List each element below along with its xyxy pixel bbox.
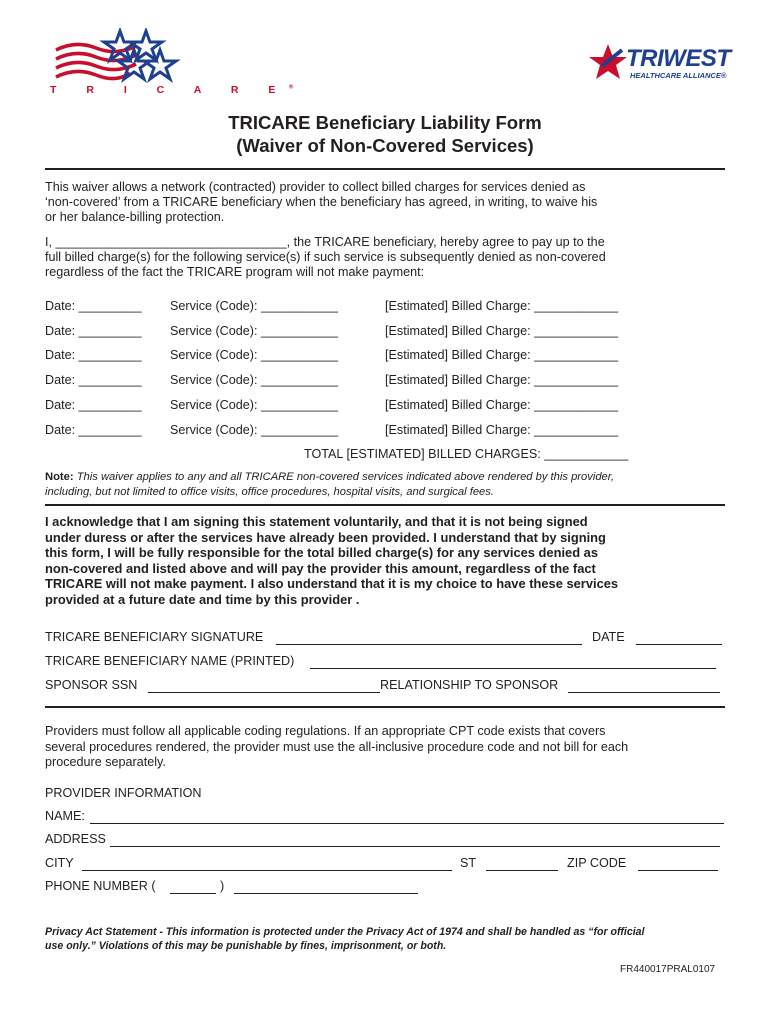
state-field[interactable] <box>486 858 558 871</box>
printed-name-field[interactable] <box>310 656 716 669</box>
triwest-star-icon <box>588 42 628 82</box>
service-charge-field[interactable]: [Estimated] Billed Charge: ____________ <box>385 348 619 362</box>
service-charge-field[interactable]: [Estimated] Billed Charge: ____________ <box>385 299 619 313</box>
city-field[interactable] <box>82 858 452 871</box>
provider-name-label: NAME: <box>45 809 85 823</box>
agreement-suffix: , the TRICARE beneficiary, hereby agree to pay up to the <box>286 235 605 249</box>
acknowledgement-line: TRICARE will not make payment. I also understand that it is my choice to have these services <box>45 576 619 591</box>
phone-paren: ) <box>220 879 225 893</box>
tricare-wordmark-text: T R I C A R E <box>50 84 289 96</box>
relationship-field[interactable] <box>568 680 720 693</box>
service-date-field[interactable]: Date: _________ <box>45 299 142 313</box>
service-row <box>45 324 665 342</box>
agreement-prefix: I, <box>45 235 52 249</box>
agreement-line-3: regardless of the fact the TRICARE program will not make payment: <box>45 265 425 279</box>
divider <box>45 168 725 170</box>
service-code-field[interactable]: Service (Code): ___________ <box>170 423 339 437</box>
tricare-logo <box>50 28 294 108</box>
note-label: Note: <box>45 471 74 483</box>
service-code-field[interactable]: Service (Code): ___________ <box>170 373 339 387</box>
phone-number-field[interactable] <box>234 881 418 894</box>
acknowledgement-line: under duress or after the services have already been provided. I understand that by signing <box>45 530 606 545</box>
coding-line: several procedures rendered, the provider must use the all-inclusive procedure code and not bill for each <box>45 740 629 754</box>
tricare-wordmark <box>50 84 293 96</box>
acknowledgement-line: provided at a future date and time by this provider . <box>45 592 360 607</box>
tricare-flag-icon <box>50 28 210 84</box>
total-charges-field[interactable]: TOTAL [ESTIMATED] BILLED CHARGES: ____________ <box>304 447 629 461</box>
service-code-field[interactable]: Service (Code): ___________ <box>170 398 339 412</box>
signature-date-field[interactable] <box>636 632 722 645</box>
service-row <box>45 423 665 441</box>
state-label: ST <box>460 856 477 870</box>
service-code-field[interactable]: Service (Code): ___________ <box>170 348 339 362</box>
note-text-1: This waiver applies to any and all TRICARE non-covered services indicated above rendered by this provider, <box>73 471 614 483</box>
service-row <box>45 398 665 416</box>
note-text-2: including, but not limited to office visits, office procedures, hospital visits, and surgical fees. <box>45 486 494 498</box>
zip-label: ZIP CODE <box>567 856 627 870</box>
intro-line-1: This waiver allows a network (contracted) provider to collect billed charges for services denied as <box>45 180 586 194</box>
agreement-line-1 <box>45 235 605 251</box>
service-code-field[interactable]: Service (Code): ___________ <box>170 324 339 338</box>
signature-field[interactable] <box>276 632 582 645</box>
beneficiary-name-blank[interactable]: _________________________________ <box>55 235 287 249</box>
service-date-field[interactable]: Date: _________ <box>45 398 142 412</box>
triwest-name: TRIWEST <box>626 45 731 72</box>
privacy-line-1: Privacy Act Statement - This information is protected under the Privacy Act of 1974 and shall be handled as “for official <box>45 926 645 938</box>
coding-line: Providers must follow all applicable coding regulations. If an appropriate CPT code exists that covers <box>45 724 606 738</box>
ssn-field[interactable] <box>148 680 380 693</box>
coding-line: procedure separately. <box>45 755 166 769</box>
city-label: CITY <box>45 856 74 870</box>
triwest-logo <box>588 42 736 86</box>
service-date-field[interactable]: Date: _________ <box>45 373 142 387</box>
form-number: FR440017PRAL0107 <box>620 964 716 975</box>
service-row <box>45 299 665 317</box>
ssn-label: SPONSOR SSN <box>45 678 138 692</box>
divider <box>45 706 725 708</box>
note-line-1 <box>45 470 614 484</box>
provider-heading: PROVIDER INFORMATION <box>45 786 202 800</box>
divider <box>45 504 725 506</box>
signature-label: TRICARE BENEFICIARY SIGNATURE <box>45 630 264 644</box>
acknowledgement-line: I acknowledge that I am signing this statement voluntarily, and that it is not being signed <box>45 514 588 529</box>
acknowledgement-line: this form, I will be fully responsible for the total billed charge(s) for any services denied as <box>45 545 599 560</box>
registered-mark: ® <box>288 84 294 91</box>
intro-line-2: ‘non-covered’ from a TRICARE beneficiary when the beneficiary has agreed, in writing, to waive his <box>45 195 598 209</box>
provider-name-field[interactable] <box>90 811 724 824</box>
phone-label: PHONE NUMBER ( <box>45 879 156 893</box>
note-line-2 <box>45 485 494 499</box>
phone-area-code-field[interactable] <box>170 881 216 894</box>
address-label: ADDRESS <box>45 832 106 846</box>
zip-field[interactable] <box>638 858 718 871</box>
privacy-line-2: use only.” Violations of this may be punishable by fines, imprisonment, or both. <box>45 940 447 952</box>
acknowledgement-line: non-covered and listed above and will pay the provider this amount, regardless of the fact <box>45 561 596 576</box>
service-charge-field[interactable]: [Estimated] Billed Charge: ____________ <box>385 423 619 437</box>
date-label: DATE <box>592 630 625 644</box>
address-field[interactable] <box>110 834 720 847</box>
service-code-field[interactable]: Service (Code): ___________ <box>170 299 339 313</box>
service-charge-field[interactable]: [Estimated] Billed Charge: ____________ <box>385 398 619 412</box>
service-charge-field[interactable]: [Estimated] Billed Charge: ____________ <box>385 324 619 338</box>
agreement-line-2: full billed charge(s) for the following service(s) if such service is subsequently denied as non-covered <box>45 250 606 264</box>
service-row <box>45 348 665 366</box>
service-row <box>45 373 665 391</box>
relationship-label: RELATIONSHIP TO SPONSOR <box>380 678 559 692</box>
service-charge-field[interactable]: [Estimated] Billed Charge: ____________ <box>385 373 619 387</box>
service-date-field[interactable]: Date: _________ <box>45 348 142 362</box>
printed-name-label: TRICARE BENEFICIARY NAME (PRINTED) <box>45 654 295 668</box>
intro-line-3: or her balance-billing protection. <box>45 210 225 224</box>
service-date-field[interactable]: Date: _________ <box>45 423 142 437</box>
page-subtitle: (Waiver of Non-Covered Services) <box>236 135 534 156</box>
triwest-subtitle: HEALTHCARE ALLIANCE® <box>630 71 727 80</box>
page-title: TRICARE Beneficiary Liability Form <box>228 112 542 133</box>
service-date-field[interactable]: Date: _________ <box>45 324 142 338</box>
